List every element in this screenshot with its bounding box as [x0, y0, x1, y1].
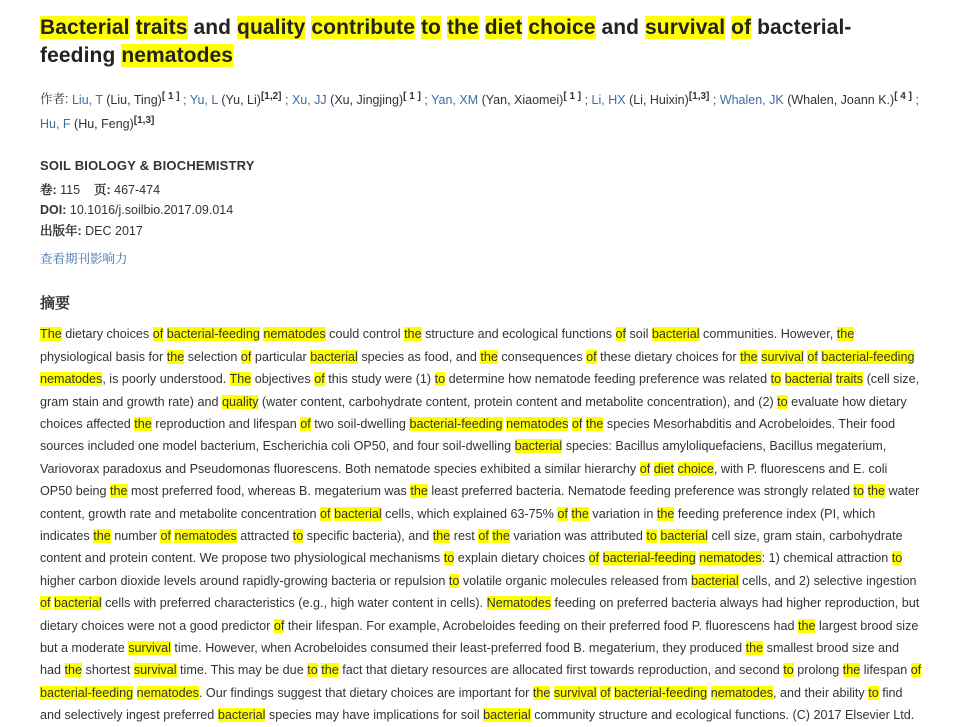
abstract-highlight: The: [229, 372, 252, 387]
abstract-highlight: bacterial-feeding: [602, 551, 696, 566]
abstract-highlight: the: [166, 349, 185, 364]
abstract-highlight: bacterial: [514, 439, 563, 454]
abstract-run: evaluate how dietary choices affected: [40, 394, 907, 431]
abstract-highlight: bacterial: [691, 573, 739, 588]
abstract-highlight: the: [867, 484, 886, 499]
abstract-run: two soil-dwelling: [310, 417, 410, 431]
abstract-run: community structure and ecological functions. (C) 2017 Elsevier Ltd.: [530, 708, 915, 723]
abstract-highlight: of: [300, 417, 311, 431]
abstract-run: fact that dietary resources are allocated first towards reproduction, and second: [338, 663, 784, 678]
title-highlight: Bacterial: [40, 16, 130, 39]
abstract-highlight: choice: [677, 461, 714, 476]
abstract-run: time. This may be due: [176, 663, 308, 678]
abstract-highlight: nematodes: [506, 417, 569, 431]
abstract-run: water content, growth rate and metabolite concentration: [40, 484, 920, 521]
abstract-run: cell size, gram stain, carbohydrate content and protein content. We propose two physiological mechanisms: [40, 529, 903, 566]
abstract-highlight: to: [448, 573, 460, 588]
abstract-run: : 1) chemical attraction: [761, 551, 892, 566]
abstract-highlight: bacterial: [660, 529, 708, 544]
abstract-highlight: to: [853, 484, 864, 499]
abstract-highlight: survival: [761, 349, 804, 364]
abstract-highlight: the: [321, 663, 339, 678]
abstract-highlight: survival: [553, 685, 597, 700]
abstract-highlight: quality: [222, 394, 259, 409]
title-highlight: quality: [237, 16, 306, 39]
abstract-run: (water content, carbohydrate content, protein content and metabolite concentration), and (2): [258, 394, 778, 409]
author-fullname: (Xu, Jingjing): [326, 92, 404, 107]
title-run: bacterial-feeding: [40, 16, 852, 67]
abstract-run: time. However, when Acrobeloides consumed their least-preferred food B. megaterium, they produced: [170, 641, 746, 656]
abstract-highlight: the: [134, 417, 152, 431]
author-separator: ;: [281, 92, 292, 107]
abstract-run: cells with preferred characteristics (e.g., high water content in cells).: [101, 596, 487, 611]
abstract-highlight: traits: [835, 372, 864, 387]
abstract-run: (cell size, gram stain and growth rate) and: [40, 372, 920, 409]
abstract-highlight: the: [404, 327, 422, 342]
abstract-highlight: the: [532, 685, 551, 700]
title-highlight: to: [420, 16, 441, 39]
author-affiliation-marker: [1,3]: [133, 114, 155, 126]
abstract-heading: 摘要: [40, 295, 71, 313]
author-link[interactable]: Li, HX: [591, 92, 626, 107]
abstract-run: communities. However,: [699, 327, 837, 342]
abstract-run: , and their ability: [773, 685, 869, 700]
abstract-highlight: the: [110, 484, 128, 499]
abstract-run: higher carbon dioxide levels around rapidly-growing bacteria or repulsion: [40, 573, 449, 588]
abstract-highlight: of: [320, 506, 331, 521]
abstract-highlight: of: [160, 529, 171, 544]
author-link[interactable]: Yan, XM: [431, 92, 479, 107]
author-affiliation-marker: [ 4 ]: [894, 90, 912, 102]
page-title: [40, 14, 922, 69]
author-affiliation-marker: [1,2]: [260, 90, 282, 102]
abstract-run: particular: [251, 349, 311, 364]
abstract-highlight: the: [93, 529, 111, 544]
author-fullname: (Whalen, Joann K.): [783, 92, 895, 107]
abstract-highlight: to: [434, 372, 446, 387]
title-run: and: [595, 16, 646, 39]
abstract-highlight: of: [571, 417, 583, 431]
volume-label: 卷:: [40, 182, 57, 197]
title-highlight: contribute: [311, 16, 416, 39]
abstract-highlight: to: [783, 663, 794, 678]
abstract-highlight: the: [480, 349, 498, 364]
author-affiliation-marker: [ 1 ]: [161, 90, 180, 102]
author-link[interactable]: Yu, L: [189, 92, 218, 107]
abstract-highlight: The: [40, 327, 62, 342]
abstract-run: these dietary choices for: [596, 349, 741, 364]
title-highlight: survival: [645, 16, 726, 39]
abstract-run: number: [110, 529, 161, 544]
abstract-run: could control: [325, 327, 405, 342]
abstract-run: dietary choices: [61, 327, 153, 342]
abstract-highlight: of: [478, 529, 489, 544]
abstract-run: selection: [184, 349, 241, 364]
journal-impact-link[interactable]: 查看期刊影响力: [40, 252, 128, 267]
abstract-highlight: bacterial-feeding: [40, 685, 134, 700]
abstract-run: objectives: [251, 372, 315, 387]
abstract-run: consequences: [497, 349, 587, 364]
abstract-run: most preferred food, whereas B. megaterium was: [127, 484, 411, 499]
author-separator: ;: [420, 92, 432, 107]
abstract-highlight: survival: [133, 663, 177, 678]
abstract-run: explain dietary choices: [454, 551, 589, 566]
abstract-highlight: of: [240, 349, 252, 364]
title-run: [130, 16, 136, 39]
abstract-highlight: of: [615, 327, 627, 342]
abstract-highlight: to: [770, 372, 782, 387]
abstract-run: physiological basis for: [40, 349, 167, 364]
abstract-highlight: bacterial: [217, 708, 266, 723]
abstract-run: soil: [626, 327, 652, 342]
author-link[interactable]: Xu, JJ: [291, 92, 327, 107]
author-separator: ;: [581, 92, 592, 107]
abstract-run: species as food, and: [357, 349, 481, 364]
authors-list: [40, 90, 919, 131]
abstract-highlight: the: [585, 417, 604, 431]
author-fullname: (Yan, Xiaomei): [478, 92, 564, 107]
abstract-run: rest: [450, 529, 479, 544]
abstract-run: largest brood size but a moderate: [40, 618, 919, 656]
authors-line: [40, 87, 922, 135]
abstract-run: structure and ecological functions: [421, 327, 616, 342]
abstract-highlight: bacterial-feeding: [409, 417, 503, 431]
abstract-highlight: of: [807, 349, 818, 364]
abstract-run: lifespan: [860, 663, 911, 678]
doi-label: DOI:: [40, 203, 67, 218]
abstract-run: reproduction and lifespan: [151, 417, 301, 431]
abstract-highlight: of: [273, 618, 285, 633]
pages-label: 页:: [94, 182, 111, 197]
abstract-highlight: the: [64, 663, 83, 678]
abstract-run: this study were (1): [324, 372, 435, 387]
abstract-run: volatile organic molecules released from: [459, 573, 692, 588]
abstract-run: feeding on preferred bacteria always had higher reproduction, but dietary choices were not a good predictor: [40, 596, 920, 633]
abstract-highlight: to: [868, 685, 879, 700]
abstract-highlight: survival: [128, 641, 171, 656]
abstract-highlight: to: [891, 551, 903, 566]
abstract-highlight: bacterial-feeding: [821, 349, 915, 364]
abstract-run: prolong: [793, 663, 843, 678]
author-link[interactable]: Liu, T: [71, 92, 103, 107]
abstract-run: variation was attributed: [509, 529, 647, 544]
author-affiliation-marker: [1,3]: [688, 90, 710, 102]
abstract-highlight: the: [492, 529, 510, 544]
abstract-highlight: to: [646, 529, 657, 544]
abstract-highlight: to: [777, 394, 788, 409]
title-highlight: traits: [135, 16, 188, 39]
author-link[interactable]: Hu, F: [40, 116, 71, 131]
abstract-highlight: to: [307, 663, 318, 678]
pubyear-value: DEC 2017: [85, 223, 143, 238]
author-fullname: (Yu, Li): [217, 92, 261, 107]
title-highlight: diet: [484, 16, 523, 39]
abstract-run: their lifespan. For example, Acrobeloides feeding on their preferred food P. fluorescens had: [284, 618, 798, 633]
abstract-highlight: the: [745, 641, 764, 656]
abstract-highlight: bacterial: [651, 327, 700, 342]
abstract-run: cells, which explained 63-75%: [381, 506, 558, 521]
title-highlight: choice: [528, 16, 596, 39]
pubyear-line: [40, 221, 922, 242]
doi-value: 10.1016/j.soilbio.2017.09.014: [69, 203, 234, 218]
abstract-highlight: of: [910, 663, 922, 678]
author-fullname: (Hu, Feng): [70, 116, 134, 131]
abstract-run: species may have implications for soil: [265, 708, 484, 723]
abstract-highlight: of: [40, 596, 51, 611]
abstract-run: species: Bacillus amyloliquefaciens, Bacillus megaterium, Variovorax paradoxus and Pseudomonas fluorescens. Both nematode species exhibited a similar hierarchy: [40, 439, 887, 476]
abstract-run: variation in: [588, 506, 657, 521]
abstract-highlight: nematodes: [136, 685, 199, 700]
title-highlight: nematodes: [121, 43, 234, 67]
abstract-highlight: nematodes: [710, 685, 774, 700]
abstract-highlight: of: [639, 461, 651, 476]
journal-title: SOIL BIOLOGY & BIOCHEMISTRY: [40, 157, 255, 173]
abstract-highlight: of: [557, 506, 568, 521]
abstract-highlight: of: [588, 551, 600, 566]
abstract-run: least preferred bacteria. Nematode feeding preference was strongly related: [427, 484, 854, 499]
abstract-run: , with P. fluorescens and E. coli OP50 being: [40, 461, 888, 499]
abstract-run: [864, 484, 868, 498]
abstract-highlight: of: [314, 372, 325, 387]
abstract-highlight: the: [656, 506, 675, 521]
abstract-run: attracted: [236, 529, 293, 544]
pages-value: 467-474: [114, 182, 161, 197]
abstract-highlight: the: [797, 618, 816, 633]
abstract-run: , is poorly understood.: [102, 372, 230, 387]
author-affiliation-marker: [ 1 ]: [563, 90, 582, 102]
abstract-run: cells, and 2) selective ingestion: [738, 573, 917, 588]
abstract-highlight: to: [292, 529, 304, 544]
doi-line: [40, 200, 922, 221]
abstract-run: determine how nematode feeding preference was related: [445, 372, 771, 387]
abstract-highlight: bacterial-feeding: [614, 685, 708, 700]
abstract-highlight: of: [600, 685, 611, 700]
title-highlight: the: [446, 16, 479, 39]
abstract-highlight: Nematodes: [486, 596, 551, 611]
abstract-highlight: the: [740, 349, 758, 364]
title-highlight: of: [731, 16, 752, 39]
author-separator: ;: [179, 92, 190, 107]
abstract-highlight: bacterial-feeding: [166, 327, 260, 342]
abstract-run: feeding preference index (PI, which indicates: [40, 506, 876, 544]
abstract-highlight: of: [586, 349, 597, 364]
abstract-highlight: diet: [653, 461, 675, 476]
abstract-highlight: bacterial: [784, 372, 833, 387]
title-run: and: [187, 16, 238, 39]
author-separator: ;: [709, 92, 720, 107]
abstract-highlight: the: [571, 506, 589, 521]
abstract-run: find and selectively ingest preferred: [40, 685, 903, 723]
authors-label: 作者:: [40, 92, 69, 107]
abstract-highlight: of: [152, 327, 164, 342]
abstract-run: smallest brood size and had: [40, 641, 899, 678]
pubyear-label: 出版年:: [40, 223, 82, 238]
author-link[interactable]: Whalen, JK: [719, 92, 784, 107]
author-affiliation-marker: [ 1 ]: [403, 90, 421, 102]
abstract-highlight: bacterial: [483, 708, 531, 723]
abstract-highlight: nematodes: [699, 551, 762, 566]
volume-value: 115: [60, 182, 81, 197]
abstract-highlight: bacterial: [310, 349, 358, 364]
author-separator: ;: [911, 92, 919, 107]
abstract-highlight: the: [432, 529, 451, 544]
abstract-highlight: nematodes: [40, 372, 103, 387]
abstract-highlight: nematodes: [174, 529, 237, 544]
abstract-run: specific bacteria), and: [303, 529, 433, 544]
abstract-run: . Our findings suggest that dietary choices are important for: [198, 685, 533, 700]
abstract-highlight: nematodes: [263, 327, 326, 342]
abstract-run: [674, 462, 678, 476]
volume-pages-line: [40, 180, 922, 201]
abstract-highlight: the: [836, 327, 855, 342]
abstract-highlight: the: [410, 484, 428, 499]
abstract-run: shortest: [82, 663, 134, 678]
abstract-run: species Mesorhabditis and Acrobeloides. Their food sources included one model bacterium, Escherichia coli OP50, and four soil-dwelling: [40, 417, 896, 454]
abstract-highlight: the: [842, 663, 861, 678]
abstract-highlight: to: [443, 551, 455, 566]
abstract-text: [40, 323, 922, 726]
abstract-highlight: bacterial: [334, 506, 382, 521]
title-run: [479, 16, 485, 39]
author-fullname: (Liu, Ting): [102, 92, 162, 107]
author-fullname: (Li, Huixin): [625, 92, 689, 107]
abstract-highlight: bacterial: [54, 596, 102, 611]
